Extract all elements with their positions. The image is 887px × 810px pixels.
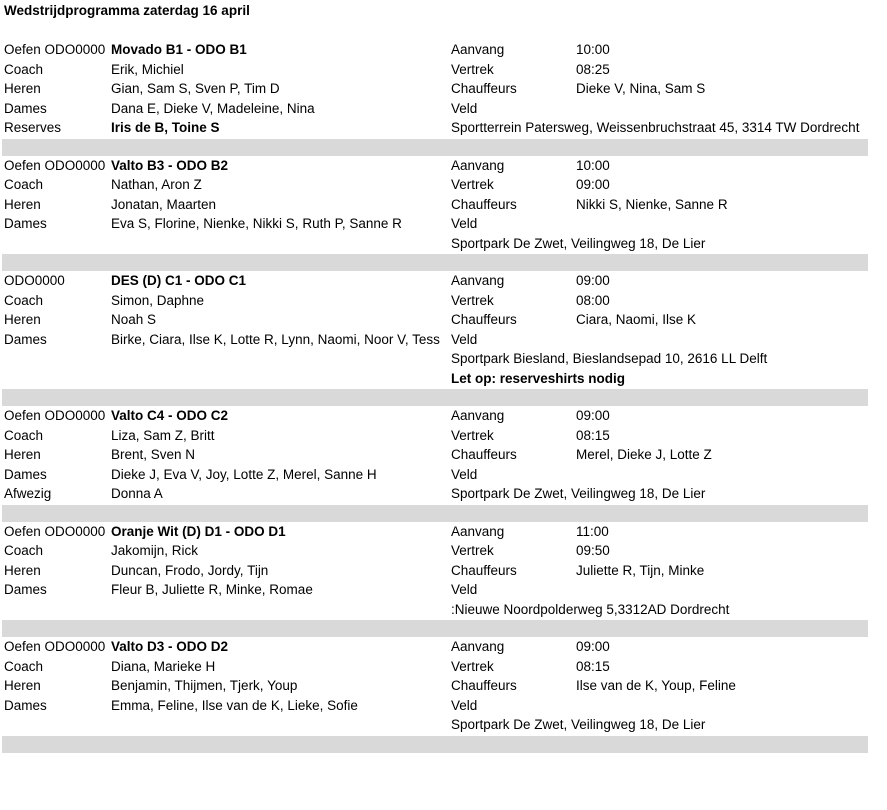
match-row — [0, 657, 887, 677]
match-block — [0, 271, 887, 406]
row-value: Valto D3 - ODO D2 — [111, 639, 229, 654]
match-row — [0, 541, 887, 561]
info-label: Sportpark Biesland, Bieslandsepad 10, 2616 LL Delft — [451, 351, 768, 366]
match-row — [0, 234, 887, 254]
row-value: Iris de B, Toine S — [111, 120, 220, 135]
info-value: Nikki S, Nienke, Sanne R — [576, 196, 728, 212]
match-row — [0, 406, 887, 426]
info-label: Chauffeurs — [451, 312, 517, 327]
match-row — [0, 561, 887, 581]
separator-bar — [2, 389, 868, 406]
row-label: Heren — [4, 678, 41, 693]
info-value: Dieke V, Nina, Sam S — [576, 81, 706, 96]
match-row — [0, 349, 887, 369]
match-row — [0, 40, 887, 60]
match-row — [0, 637, 887, 657]
info-label: Aanvang — [451, 523, 505, 539]
row-label: Reserves — [4, 120, 62, 135]
row-label: Afwezig — [4, 486, 52, 501]
match-row — [0, 676, 887, 696]
row-value: Duncan, Frodo, Jordy, Tijn — [111, 562, 269, 578]
info-label: Aanvang — [451, 273, 505, 288]
info-value: 09:00 — [576, 408, 610, 423]
row-value: Dana E, Dieke V, Madeleine, Nina — [111, 100, 315, 116]
row-label: Dames — [4, 216, 47, 231]
row-label: Dames — [4, 582, 47, 597]
match-block — [0, 522, 887, 638]
match-row — [0, 484, 887, 504]
info-label: Aanvang — [451, 157, 505, 173]
info-label: Chauffeurs — [451, 562, 517, 578]
row-label: Oefen ODO0000 — [4, 157, 106, 173]
info-value: 08:15 — [576, 658, 610, 674]
match-row — [0, 99, 887, 119]
info-label: Veld — [451, 582, 478, 597]
match-row — [0, 118, 887, 138]
info-label: Let op: reserveshirts nodig — [451, 370, 626, 386]
row-value: Oranje Wit (D) D1 - ODO D1 — [111, 523, 286, 539]
info-value: 09:00 — [576, 639, 610, 654]
match-row — [0, 600, 887, 620]
info-label: Sportterrein Patersweg, Weissenbruchstraat 45, 3314 TW Dordrecht — [451, 120, 860, 135]
row-label: Heren — [4, 312, 41, 327]
match-row — [0, 330, 887, 350]
match-row — [0, 156, 887, 176]
row-value: Jonatan, Maarten — [111, 196, 217, 212]
match-row — [0, 291, 887, 311]
row-label: Coach — [4, 292, 44, 308]
info-label: Chauffeurs — [451, 196, 517, 212]
info-value: 09:00 — [576, 177, 610, 192]
row-value: DES (D) C1 - ODO C1 — [111, 273, 247, 288]
match-row — [0, 79, 887, 99]
info-value: Ilse van de K, Youp, Feline — [576, 678, 736, 693]
row-label: Oefen ODO0000 — [4, 523, 106, 539]
row-label: Heren — [4, 196, 41, 212]
row-label: Heren — [4, 562, 41, 578]
separator-bar — [2, 254, 868, 271]
row-value: Erik, Michiel — [111, 61, 184, 77]
row-value: Gian, Sam S, Sven P, Tim D — [111, 81, 280, 96]
row-value: Eva S, Florine, Nienke, Nikki S, Ruth P, Sanne R — [111, 216, 402, 231]
row-label: Heren — [4, 447, 41, 462]
info-value: 08:00 — [576, 292, 610, 308]
row-label: Oefen ODO0000 — [4, 408, 106, 423]
row-value: Benjamin, Thijmen, Tjerk, Youp — [111, 678, 298, 693]
match-block — [0, 40, 887, 156]
info-label: Chauffeurs — [451, 678, 517, 693]
info-label: Sportpark De Zwet, Veilingweg 18, De Lier — [451, 235, 706, 251]
info-value: 10:00 — [576, 42, 610, 57]
match-list — [0, 40, 887, 753]
row-label: Oefen ODO0000 — [4, 639, 106, 654]
row-label: Coach — [4, 543, 44, 558]
info-label: Veld — [451, 216, 478, 231]
info-label: Chauffeurs — [451, 81, 517, 96]
row-value: Valto C4 - ODO C2 — [111, 408, 229, 423]
separator-bar — [2, 736, 868, 753]
row-value: Brent, Sven N — [111, 447, 196, 462]
separator-bar — [2, 139, 868, 156]
info-label: Sportpark De Zwet, Veilingweg 18, De Lier — [451, 717, 706, 732]
match-row — [0, 465, 887, 485]
row-value: Movado B1 - ODO B1 — [111, 42, 247, 57]
row-value: Birke, Ciara, Ilse K, Lotte R, Lynn, Naomi, Noor V, Tess — [111, 331, 440, 347]
row-value: Noah S — [111, 312, 157, 327]
info-value: Ciara, Naomi, Ilse K — [576, 312, 697, 327]
info-value: 08:25 — [576, 61, 610, 77]
info-label: Aanvang — [451, 408, 505, 423]
info-label: Aanvang — [451, 42, 505, 57]
row-value: Fleur B, Juliette R, Minke, Romae — [111, 582, 313, 597]
match-row — [0, 445, 887, 465]
separator-bar — [2, 505, 868, 522]
info-value: 09:00 — [576, 273, 610, 288]
info-label: Veld — [451, 331, 478, 347]
info-label: Vertrek — [451, 543, 494, 558]
match-row — [0, 369, 887, 389]
match-row — [0, 580, 887, 600]
info-value: 11:00 — [576, 523, 609, 539]
info-label: Vertrek — [451, 61, 494, 77]
match-row — [0, 715, 887, 735]
info-label: Vertrek — [451, 292, 494, 308]
row-value: Valto B3 - ODO B2 — [111, 157, 229, 173]
match-row — [0, 214, 887, 234]
match-row — [0, 522, 887, 542]
info-value: 09:50 — [576, 543, 610, 558]
match-block — [0, 637, 887, 753]
info-value: Merel, Dieke J, Lotte Z — [576, 447, 712, 462]
info-label: Vertrek — [451, 427, 494, 443]
info-label: Veld — [451, 100, 478, 116]
info-label: Sportpark De Zwet, Veilingweg 18, De Lier — [451, 486, 706, 501]
match-row — [0, 175, 887, 195]
row-label: Dames — [4, 100, 47, 116]
row-label: Heren — [4, 81, 41, 96]
row-value: Dieke J, Eva V, Joy, Lotte Z, Merel, Sanne H — [111, 466, 377, 482]
row-label: Oefen ODO0000 — [4, 42, 106, 57]
row-label: Coach — [4, 427, 44, 443]
row-label: Coach — [4, 61, 44, 77]
row-value: Donna A — [111, 486, 163, 501]
match-row — [0, 310, 887, 330]
match-row — [0, 271, 887, 291]
row-value: Liza, Sam Z, Britt — [111, 427, 215, 443]
row-value: Simon, Daphne — [111, 292, 205, 308]
info-value: Juliette R, Tijn, Minke — [576, 562, 705, 578]
info-label: Aanvang — [451, 639, 505, 654]
row-value: Jakomijn, Rick — [111, 543, 199, 558]
info-label: Veld — [451, 466, 478, 482]
info-label: :Nieuwe Noordpolderweg 5,3312AD Dordrecht — [451, 601, 730, 617]
match-row — [0, 426, 887, 446]
match-row — [0, 195, 887, 215]
row-label: Dames — [4, 466, 47, 482]
row-label: Coach — [4, 658, 44, 674]
row-label: ODO0000 — [4, 273, 65, 288]
row-value: Diana, Marieke H — [111, 658, 216, 674]
match-row — [0, 60, 887, 80]
info-value: 10:00 — [576, 157, 610, 173]
info-value: 08:15 — [576, 427, 610, 443]
info-label: Chauffeurs — [451, 447, 517, 462]
row-value: Nathan, Aron Z — [111, 177, 202, 192]
row-label: Dames — [4, 697, 47, 713]
row-label: Dames — [4, 331, 47, 347]
match-row — [0, 696, 887, 716]
info-label: Vertrek — [451, 658, 494, 674]
match-block — [0, 156, 887, 272]
info-label: Vertrek — [451, 177, 494, 192]
match-block — [0, 406, 887, 522]
row-value: Emma, Feline, Ilse van de K, Lieke, Sofie — [111, 697, 358, 713]
page-title: Wedstrijdprogramma zaterdag 16 april — [4, 3, 250, 18]
row-label: Coach — [4, 177, 44, 192]
separator-bar — [2, 620, 868, 637]
info-label: Veld — [451, 697, 478, 713]
